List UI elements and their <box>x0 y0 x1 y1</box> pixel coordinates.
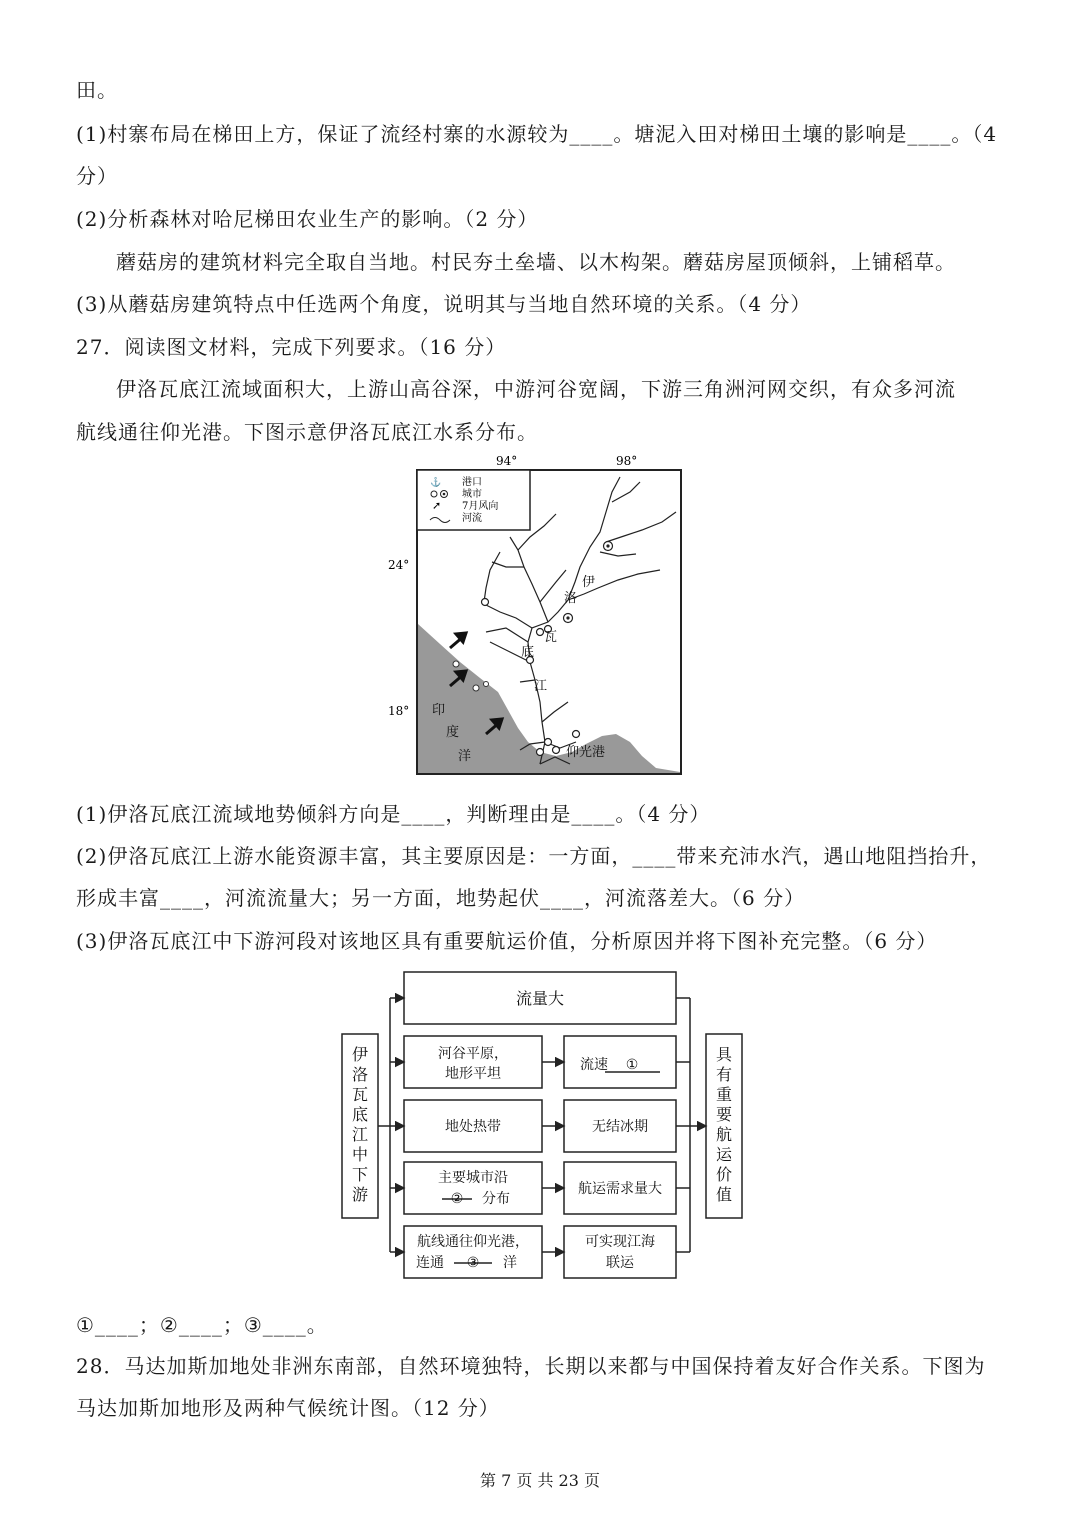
svg-text:分布: 分布 <box>482 1191 510 1207</box>
question-line: (3)伊洛瓦底江中下游河段对该地区具有重要航运价值，分析原因并将下图补充完整。（6 分） <box>76 929 938 953</box>
question-line: (1)伊洛瓦底江流域地势倾斜方向是____，判断理由是____。（4 分） <box>76 802 711 826</box>
svg-text:要: 要 <box>715 1105 733 1124</box>
river-label: 瓦 <box>544 630 558 645</box>
svg-text:河谷平原，: 河谷平原， <box>438 1046 508 1062</box>
svg-text:③: ③ <box>466 1255 480 1271</box>
text-line: 伊洛瓦底江流域面积大，上游山高谷深，中游河谷宽阔，下游三角洲河网交织，有众多河流 <box>116 377 956 401</box>
svg-text:价: 价 <box>715 1165 733 1184</box>
svg-text:重: 重 <box>715 1085 733 1104</box>
river-label: 伊 <box>582 575 596 590</box>
svg-text:航运需求量大: 航运需求量大 <box>578 1181 662 1197</box>
svg-text:②: ② <box>450 1191 464 1207</box>
text-line: 马达加斯加地形及两种气候统计图。（12 分） <box>76 1396 500 1420</box>
question-line: 形成丰富____，河流流量大；另一方面，地势起伏____，河流落差大。（6 分） <box>76 886 806 910</box>
lon-label: 94° <box>496 454 518 468</box>
page-footer: 第 7 页 共 23 页 <box>480 1471 600 1490</box>
lon-label: 98° <box>616 454 638 468</box>
flow-diagram <box>330 962 760 1292</box>
question-27-title: 27．阅读图文材料，完成下列要求。（16 分） <box>76 335 507 359</box>
svg-text:航: 航 <box>715 1125 733 1144</box>
question-line: (2)伊洛瓦底江上游水能资源丰富，其主要原因是：一方面，____带来充沛水汽，遇山地阻挡抬升， <box>76 844 992 868</box>
lat-label: 24° <box>388 558 410 572</box>
svg-text:港口: 港口 <box>462 477 482 488</box>
irrawaddy-map <box>380 452 700 784</box>
ocean-label: 度 <box>446 725 460 740</box>
river-label: 江 <box>534 679 548 694</box>
svg-text:运: 运 <box>715 1145 733 1164</box>
question-28-title: 28．马达加斯加地处非洲东南部，自然环境独特，长期以来都与中国保持着友好合作关系。下图为 <box>76 1354 986 1378</box>
svg-text:流量大: 流量大 <box>515 989 565 1008</box>
ocean-label: 洋 <box>458 749 472 764</box>
svg-text:伊: 伊 <box>351 1045 369 1064</box>
svg-text:有: 有 <box>715 1065 733 1084</box>
river-label: 洛 <box>564 591 578 606</box>
svg-text:底: 底 <box>351 1105 369 1124</box>
text-line: (2)分析森林对哈尼梯田农业生产的影响。（2 分） <box>76 207 539 231</box>
ocean-label: 印 <box>432 703 446 718</box>
text-line: 分） <box>76 164 118 188</box>
svg-text:洋: 洋 <box>503 1255 517 1271</box>
svg-text:具: 具 <box>715 1045 733 1064</box>
svg-text:无结冰期: 无结冰期 <box>592 1119 648 1135</box>
svg-text:①: ① <box>625 1057 639 1073</box>
port-label: 仰光港 <box>566 745 606 760</box>
svg-text:河流: 河流 <box>462 513 482 524</box>
svg-text:地处热带: 地处热带 <box>445 1119 501 1135</box>
svg-text:洛: 洛 <box>351 1065 369 1084</box>
text-line: 蘑菇房的建筑材料完全取自当地。村民夯土垒墙、以木构架。蘑菇房屋顶倾斜，上铺稻草。 <box>116 250 956 274</box>
svg-text:可实现江海: 可实现江海 <box>585 1234 655 1250</box>
text-line: (1)村寨布局在梯田上方，保证了流经村寨的水源较为____。塘泥入田对梯田土壤的影响是____。（4 <box>76 122 998 146</box>
svg-text:⚓: ⚓ <box>430 478 442 488</box>
svg-text:联运: 联运 <box>606 1255 634 1271</box>
text-line: 航线通往仰光港。下图示意伊洛瓦底江水系分布。 <box>76 420 538 444</box>
svg-text:7月风向: 7月风向 <box>462 501 499 512</box>
svg-text:➚: ➚ <box>432 499 442 512</box>
svg-text:值: 值 <box>715 1185 733 1204</box>
lat-label: 18° <box>388 704 410 718</box>
svg-text:游: 游 <box>351 1185 369 1204</box>
svg-text:中: 中 <box>351 1145 369 1164</box>
svg-text:下: 下 <box>351 1165 369 1184</box>
river-label: 底 <box>521 645 535 660</box>
text-line: 田。 <box>76 78 118 102</box>
svg-text:主要城市沿: 主要城市沿 <box>438 1170 508 1186</box>
svg-text:江: 江 <box>351 1125 369 1144</box>
svg-text:连通: 连通 <box>416 1255 444 1271</box>
svg-text:城市: 城市 <box>462 489 482 500</box>
text-line: (3)从蘑菇房建筑特点中任选两个角度，说明其与当地自然环境的关系。（4 分） <box>76 292 812 316</box>
svg-text:瓦: 瓦 <box>351 1085 369 1104</box>
svg-text:流速: 流速 <box>580 1057 608 1073</box>
answer-blanks: ①____；②____；③____。 <box>76 1313 328 1337</box>
svg-text:地形平坦: 地形平坦 <box>445 1066 501 1082</box>
svg-text:航线通往仰光港，: 航线通往仰光港， <box>417 1234 529 1250</box>
